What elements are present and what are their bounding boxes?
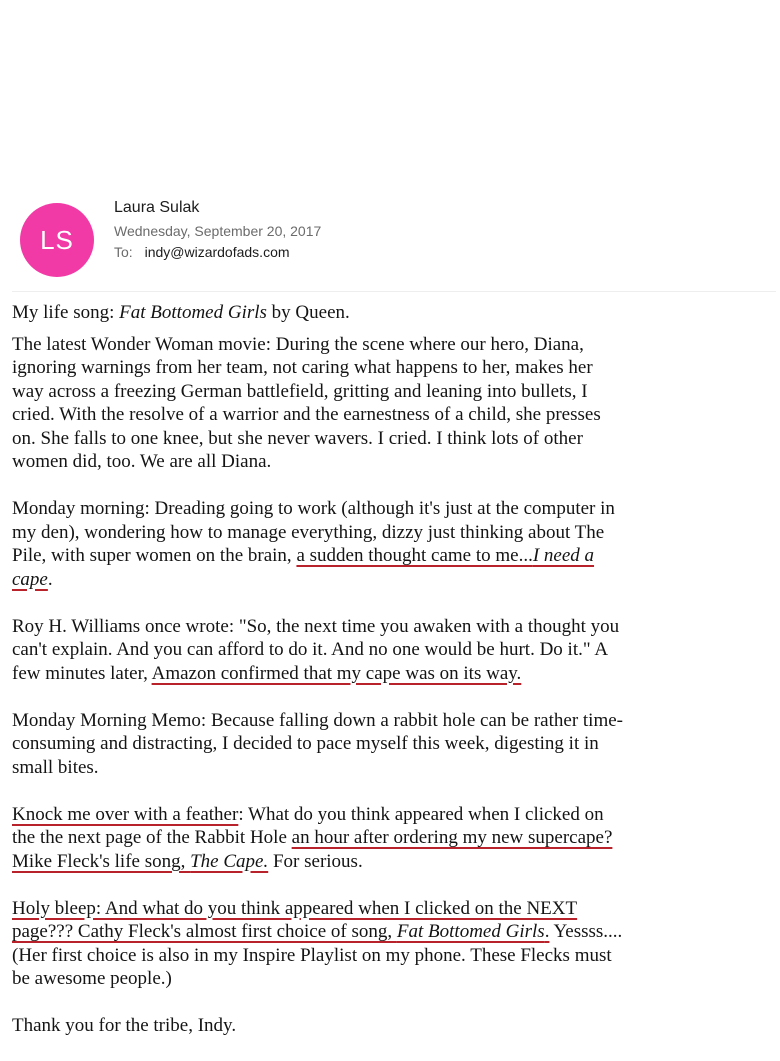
underlined-italic-text: I need a <box>532 545 595 566</box>
recipient-row <box>114 244 290 260</box>
text-line: Roy H. Williams once wrote: "So, the next time you awaken with a thought you <box>12 615 620 637</box>
underlined-text: a sudden thought came to me... <box>296 545 533 566</box>
header-divider <box>12 291 776 292</box>
paragraph-holy-bleep <box>12 897 778 991</box>
text-line <box>12 568 778 592</box>
email-header <box>0 0 780 300</box>
text: few minutes later, <box>12 662 152 684</box>
paragraph-monday-morning <box>12 497 778 591</box>
text-line: Thank you for the tribe, Indy. <box>12 1015 237 1036</box>
text-line: women did, too. We are all Diana. <box>12 451 272 472</box>
text: . <box>47 568 53 590</box>
email-date: Wednesday, September 20, 2017 <box>114 223 322 239</box>
paragraph-knock-me-over <box>12 803 778 874</box>
paragraph-life-song <box>12 301 778 325</box>
sender-name[interactable]: Laura Sulak <box>114 199 200 216</box>
song-title: Fat Bottomed Girls <box>119 302 267 323</box>
text: Pile, with super women on the brain, <box>12 545 297 566</box>
text-line: on. She falls to one knee, but she never wavers. I cried. I think lots of other <box>12 427 583 449</box>
text-line: The latest Wonder Woman movie: During the scene where our hero, Diana, <box>12 333 584 355</box>
underlined-text: an hour after ordering my new supercape? <box>291 827 613 848</box>
text-line: my den), wondering how to manage everything, dizzy just thinking about The <box>12 521 605 543</box>
text-line: small bites. <box>12 756 99 778</box>
text: : What do you think appeared when I clicked on <box>238 803 604 825</box>
text: Yessss.... <box>549 921 623 942</box>
text-line <box>12 897 778 921</box>
underlined-text: page??? Cathy Fleck's almost first choice of song, <box>12 921 397 942</box>
text-line: consuming and distracting, I decided to pace myself this week, digesting it in <box>12 733 599 754</box>
paragraph-memo <box>12 709 778 780</box>
text-line: can't explain. And you can afford to do it. And no one would be hurt. Do it." A <box>12 639 609 660</box>
underlined-italic-text: Fat Bottomed Girls <box>396 921 545 942</box>
text-line <box>12 662 778 686</box>
text-line: Monday Morning Memo: Because falling down a rabbit hole can be rather time- <box>12 709 623 731</box>
text-line <box>12 920 778 944</box>
text-line <box>12 544 778 568</box>
underlined-text: Amazon confirmed that my cape was on its way. <box>151 662 522 684</box>
text: For serious. <box>268 850 363 872</box>
underlined-italic-text: The Cape. <box>190 850 269 872</box>
text-line <box>12 803 778 827</box>
text-line: Monday morning: Dreading going to work (although it's just at the computer in <box>12 498 615 519</box>
text: My life song: <box>12 302 120 323</box>
text: the the next page of the Rabbit Hole <box>12 827 292 848</box>
text-line: ignoring warnings from her team, not caring what happens to her, makes her <box>12 357 593 378</box>
underlined-italic-text: cape <box>12 568 48 590</box>
text-line: be awesome people.) <box>12 968 172 989</box>
paragraph-sign-off <box>12 1014 778 1038</box>
text-line: (Her first choice is also in my Inspire Playlist on my phone. These Flecks must <box>12 944 612 966</box>
text-line <box>12 826 778 850</box>
to-label: To: <box>114 244 133 260</box>
email-body <box>12 301 778 1061</box>
underlined-text: Holy bleep: And what do you think appeared when I clicked on the NEXT <box>12 897 578 919</box>
recipient-address[interactable]: indy@wizardofads.com <box>144 244 290 260</box>
underlined-text: Knock me over with a feather <box>12 803 239 825</box>
underlined-text: Mike Fleck's life song, <box>12 850 191 872</box>
text-line: cried. With the resolve of a warrior and the earnestness of a child, she presses <box>12 404 601 425</box>
text-line <box>12 850 778 874</box>
sender-avatar[interactable]: LS <box>20 203 94 277</box>
text-line: way across a freezing German battlefield, gritting and leaning into bullets, I <box>12 380 588 402</box>
paragraph-roy-williams <box>12 615 778 686</box>
text: by Queen. <box>266 302 350 323</box>
underlined-text: . <box>544 921 550 942</box>
paragraph-wonder-woman <box>12 333 778 474</box>
